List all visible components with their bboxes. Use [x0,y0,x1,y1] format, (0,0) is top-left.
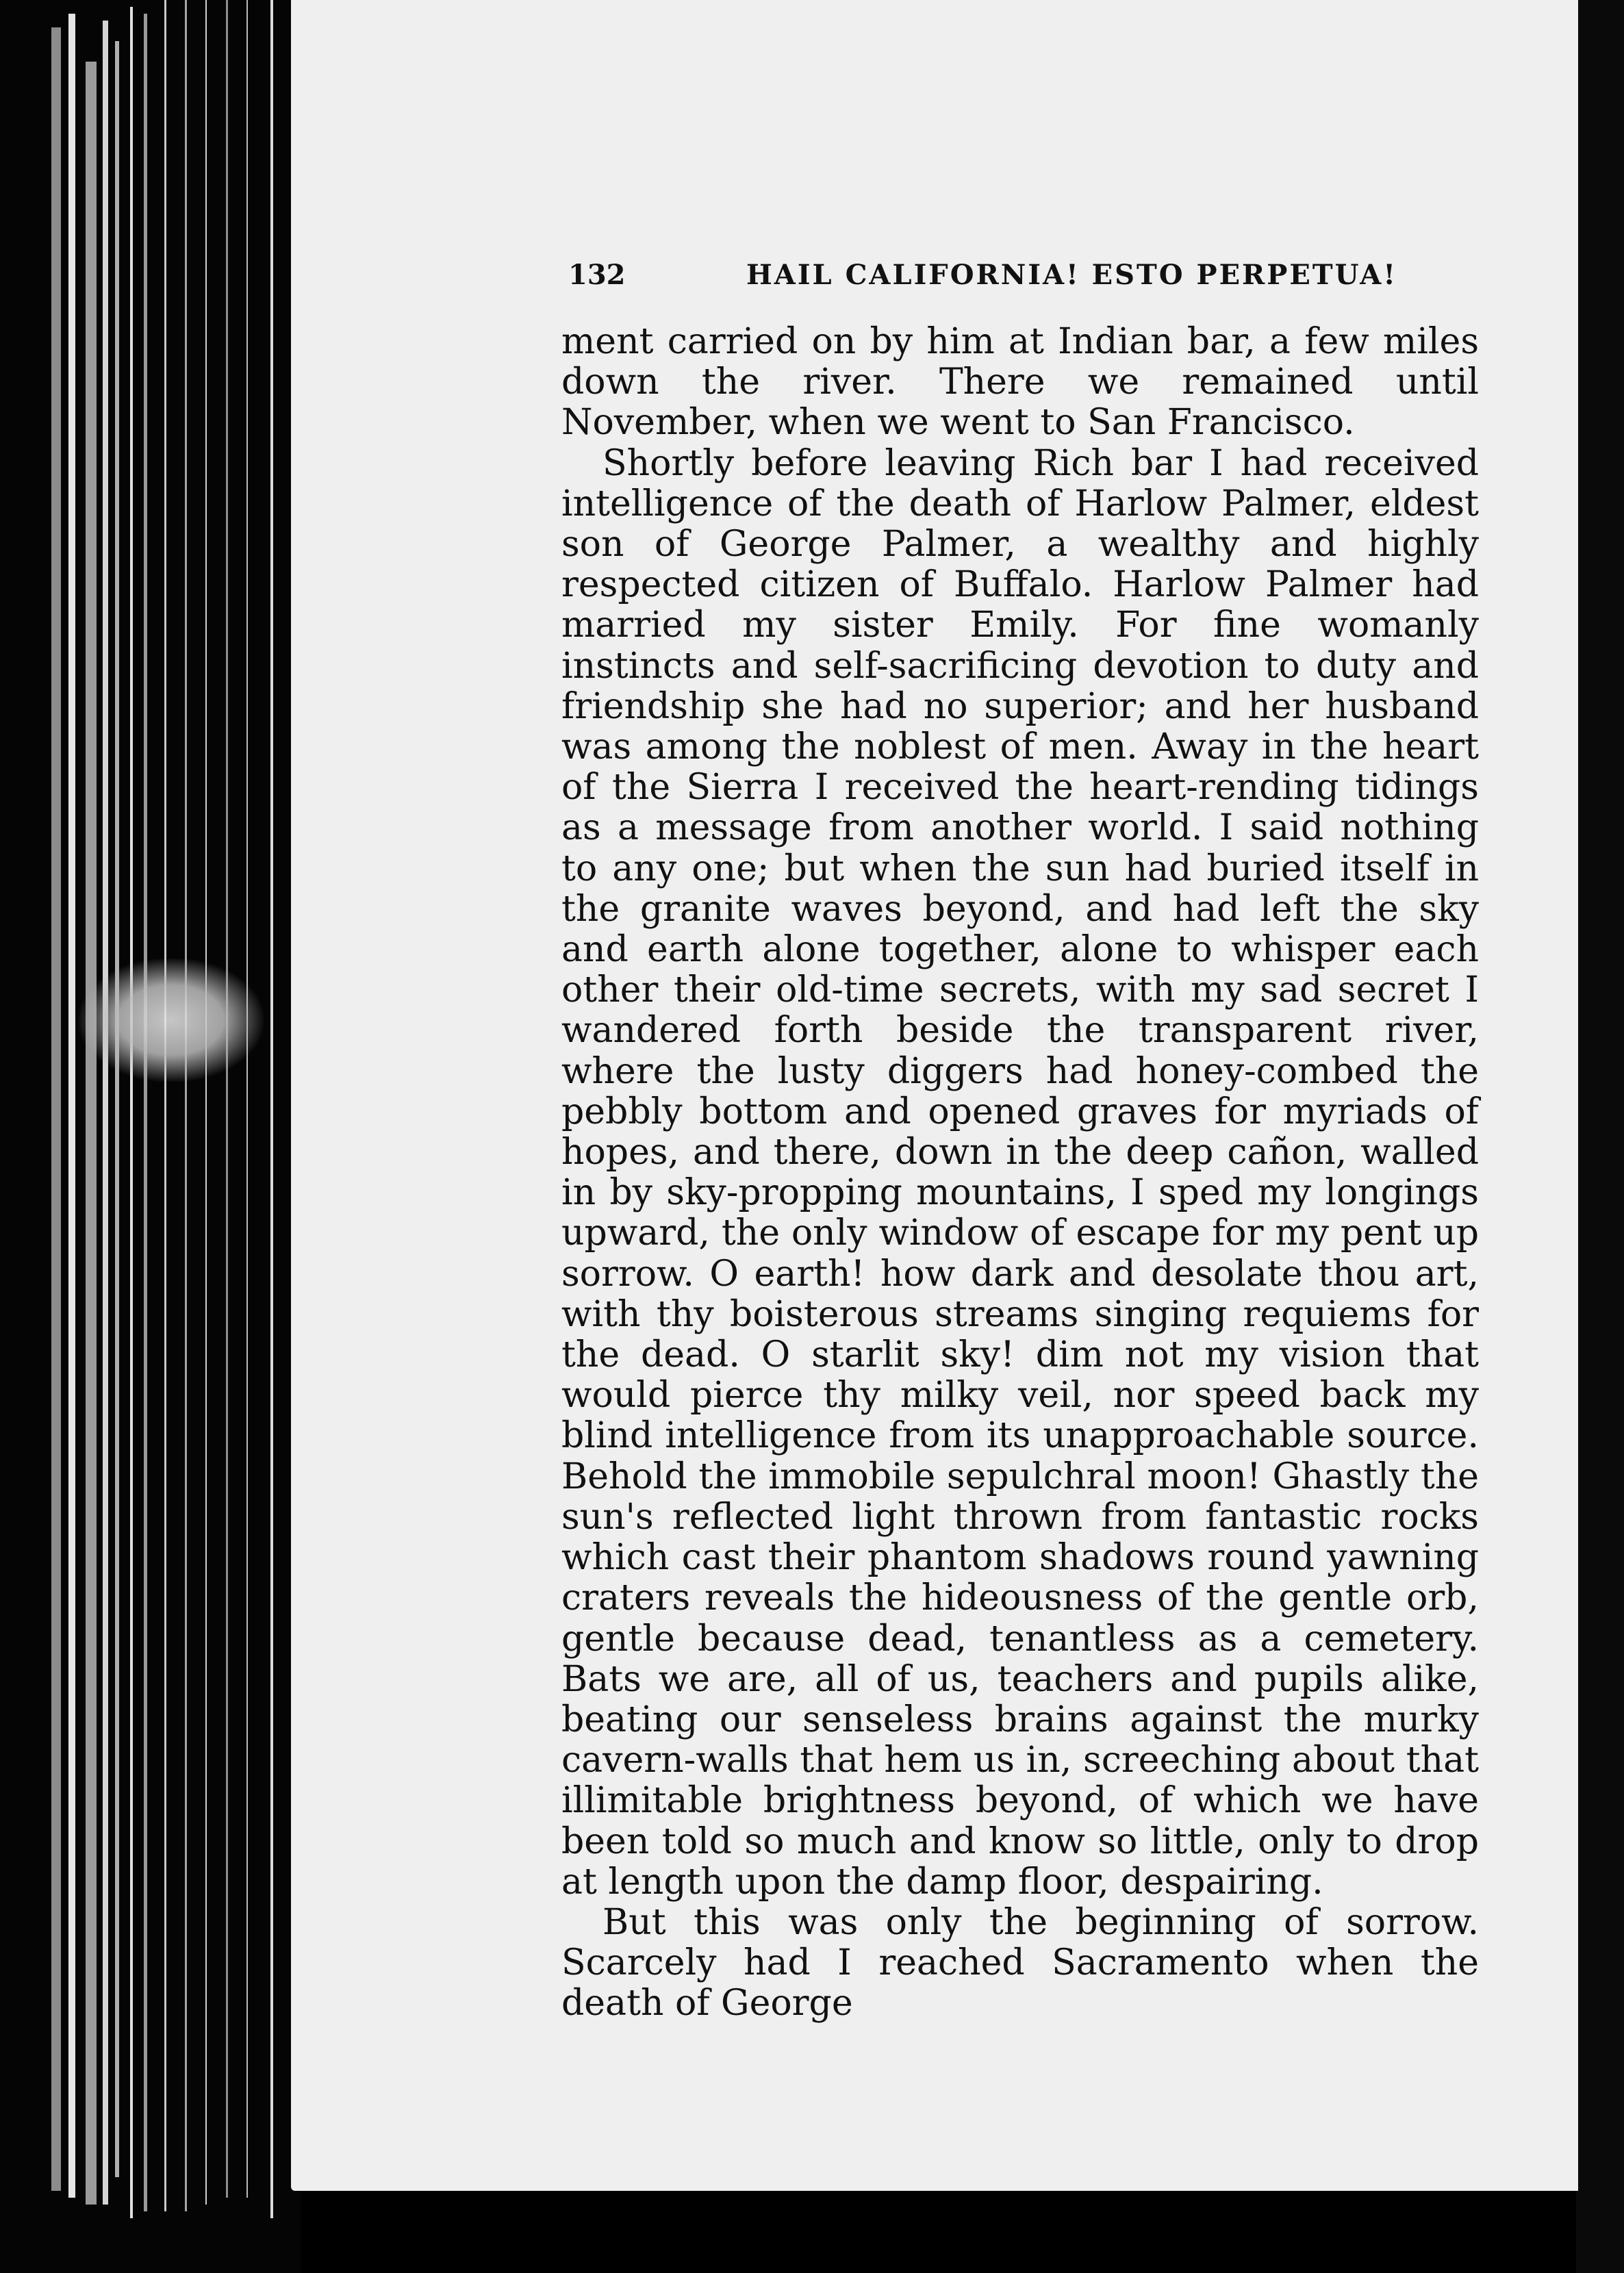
page-edge-line [226,0,228,2198]
paragraph-continued: ment carried on by him at Indian bar, a few miles down the river. There we remained until November, when we went to San Francisco. [561,321,1479,444]
paragraph: But this was only the beginning of sorrow. Scarcely had I reached Sacramento when the death of George [561,1901,1479,2024]
paper-smudge [79,958,264,1082]
page-edge-line [185,0,187,2211]
running-head: HAIL CALIFORNIA! ESTO PERPETUA! [746,259,1397,291]
page-header [568,259,1458,300]
page-body-text [561,322,1479,2024]
page-edge-line [51,27,61,2191]
book-page-edges [0,0,301,2273]
page-edge-line [164,0,166,2211]
page-edge-line [115,41,119,2177]
page-edge-line [103,21,108,2205]
page-edge-line [270,0,273,2218]
paragraph: Shortly before leaving Rich bar I had received intelligence of the death of Harlow Palmer, eldest son of George Palmer, a wealthy and highly respected citizen of Buffalo. Harlow Palmer had married my sister Emily. For fine womanly instincts and self-sacrificing devotion to duty and friendship she had no superior; and her husband was among the noblest of men. Away in the heart of the Sierra I received the heart-rending tidings as a message from another world. I said nothing to any one; but when the sun had buried itself in the granite waves beyond, and had left the sky and earth alone together, alone to whisper each other their old-time secrets, with my sad secret I wandered forth beside the transparent river, where the lusty diggers had honey-combed the pebbly bottom and opened graves for myriads of hopes, and there, down in the deep cañon, walled in by sky-propping mountains, I sped my longings upward, the only window of escape for my pent up sorrow. O earth! how dark and desolate thou art, with thy boisterous streams singing requiems for the dead. O starlit sky! dim not my vision that would pierce thy milky veil, nor speed back my blind intelligence from its unapproachable source. Behold the immobile sepulchral moon! Ghastly the sun's reflected light thrown from fantastic rocks which cast their phantom shadows round yawning craters reveals the hideousness of the gentle orb, gentle because dead, tenantless as a cemetery. Bats we are, all of us, teachers and pupils alike, beating our senseless brains against the murky cavern-walls that hem us in, screeching about that illimitable brightness beyond, of which we have been told so much and know so little, only to drop at length upon the damp floor, despairing. [561,442,1479,1903]
page-edge-line [68,14,75,2198]
page-edge-line [246,0,248,2198]
page-edge-line [205,0,207,2205]
scan-border-right [1576,0,1624,2273]
page-edge-line [144,14,147,2211]
page-edge-line [86,62,97,2205]
page-number: 132 [568,259,626,291]
page-edge-line [130,7,133,2218]
